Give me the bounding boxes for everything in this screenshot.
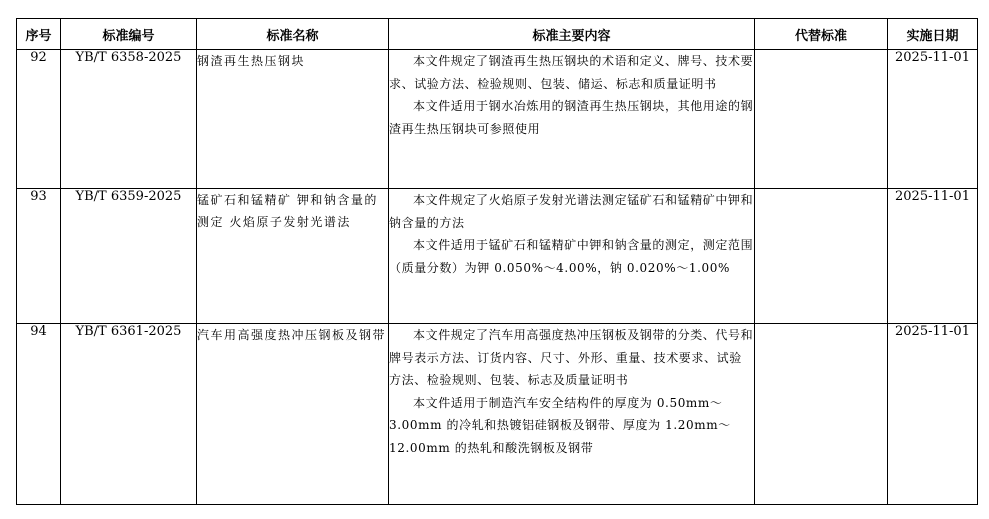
content-applicability: 本文件适用于钢水冶炼用的钢渣再生热压钢块，其他用途的钢渣再生热压钢块可参照使用 <box>389 99 754 136</box>
standard-name: 锰矿石和锰精矿 钾和钠含量的测定 火焰原子发射光谱法 <box>197 189 389 324</box>
standards-table <box>16 18 978 505</box>
standard-code: YB/T 6359-2025 <box>61 189 197 324</box>
standard-code: YB/T 6361-2025 <box>61 324 197 505</box>
content-scope: 本文件规定了钢渣再生热压钢块的术语和定义、牌号、技术要求、试验方法、检验规则、包装、储运、标志和质量证明书 <box>389 54 754 91</box>
table-row <box>17 189 978 324</box>
effective-date: 2025-11-01 <box>888 324 978 505</box>
row-number: 94 <box>17 324 61 505</box>
header-no: 序号 <box>17 19 61 50</box>
replaced-standard <box>755 189 888 324</box>
table-row <box>17 324 978 505</box>
standard-content <box>389 50 755 189</box>
standard-content <box>389 189 755 324</box>
replaced-standard <box>755 50 888 189</box>
row-number: 92 <box>17 50 61 189</box>
table-header-row <box>17 19 978 50</box>
replaced-standard <box>755 324 888 505</box>
table-row <box>17 50 978 189</box>
header-content: 标准主要内容 <box>389 19 755 50</box>
standard-code: YB/T 6358-2025 <box>61 50 197 189</box>
content-applicability: 本文件适用于制造汽车安全结构件的厚度为 0.50mm～3.00mm 的冷轧和热镀铝硅钢板及钢带、厚度为 1.20mm～12.00mm 的热轧和酸洗钢板及钢带 <box>389 395 731 455</box>
standard-name: 汽车用高强度热冲压钢板及钢带 <box>197 324 389 505</box>
content-applicability: 本文件适用于锰矿石和锰精矿中钾和钠含量的测定，测定范围（质量分数）为钾 0.050%～4.00%，钠 0.020%～1.00% <box>389 238 754 275</box>
content-scope: 本文件规定了汽车用高强度热冲压钢板及钢带的分类、代号和牌号表示方法、订货内容、尺寸、外形、重量、技术要求、试验方法、检验规则、包装、标志及质量证明书 <box>389 328 754 387</box>
header-name: 标准名称 <box>197 19 389 50</box>
standard-name: 钢渣再生热压钢块 <box>197 50 389 189</box>
header-replaced: 代替标准 <box>755 19 888 50</box>
header-code: 标准编号 <box>61 19 197 50</box>
standard-content <box>389 324 755 505</box>
header-date: 实施日期 <box>888 19 978 50</box>
content-scope: 本文件规定了火焰原子发射光谱法测定锰矿石和锰精矿中钾和钠含量的方法 <box>389 193 754 230</box>
effective-date: 2025-11-01 <box>888 50 978 189</box>
row-number: 93 <box>17 189 61 324</box>
effective-date: 2025-11-01 <box>888 189 978 324</box>
